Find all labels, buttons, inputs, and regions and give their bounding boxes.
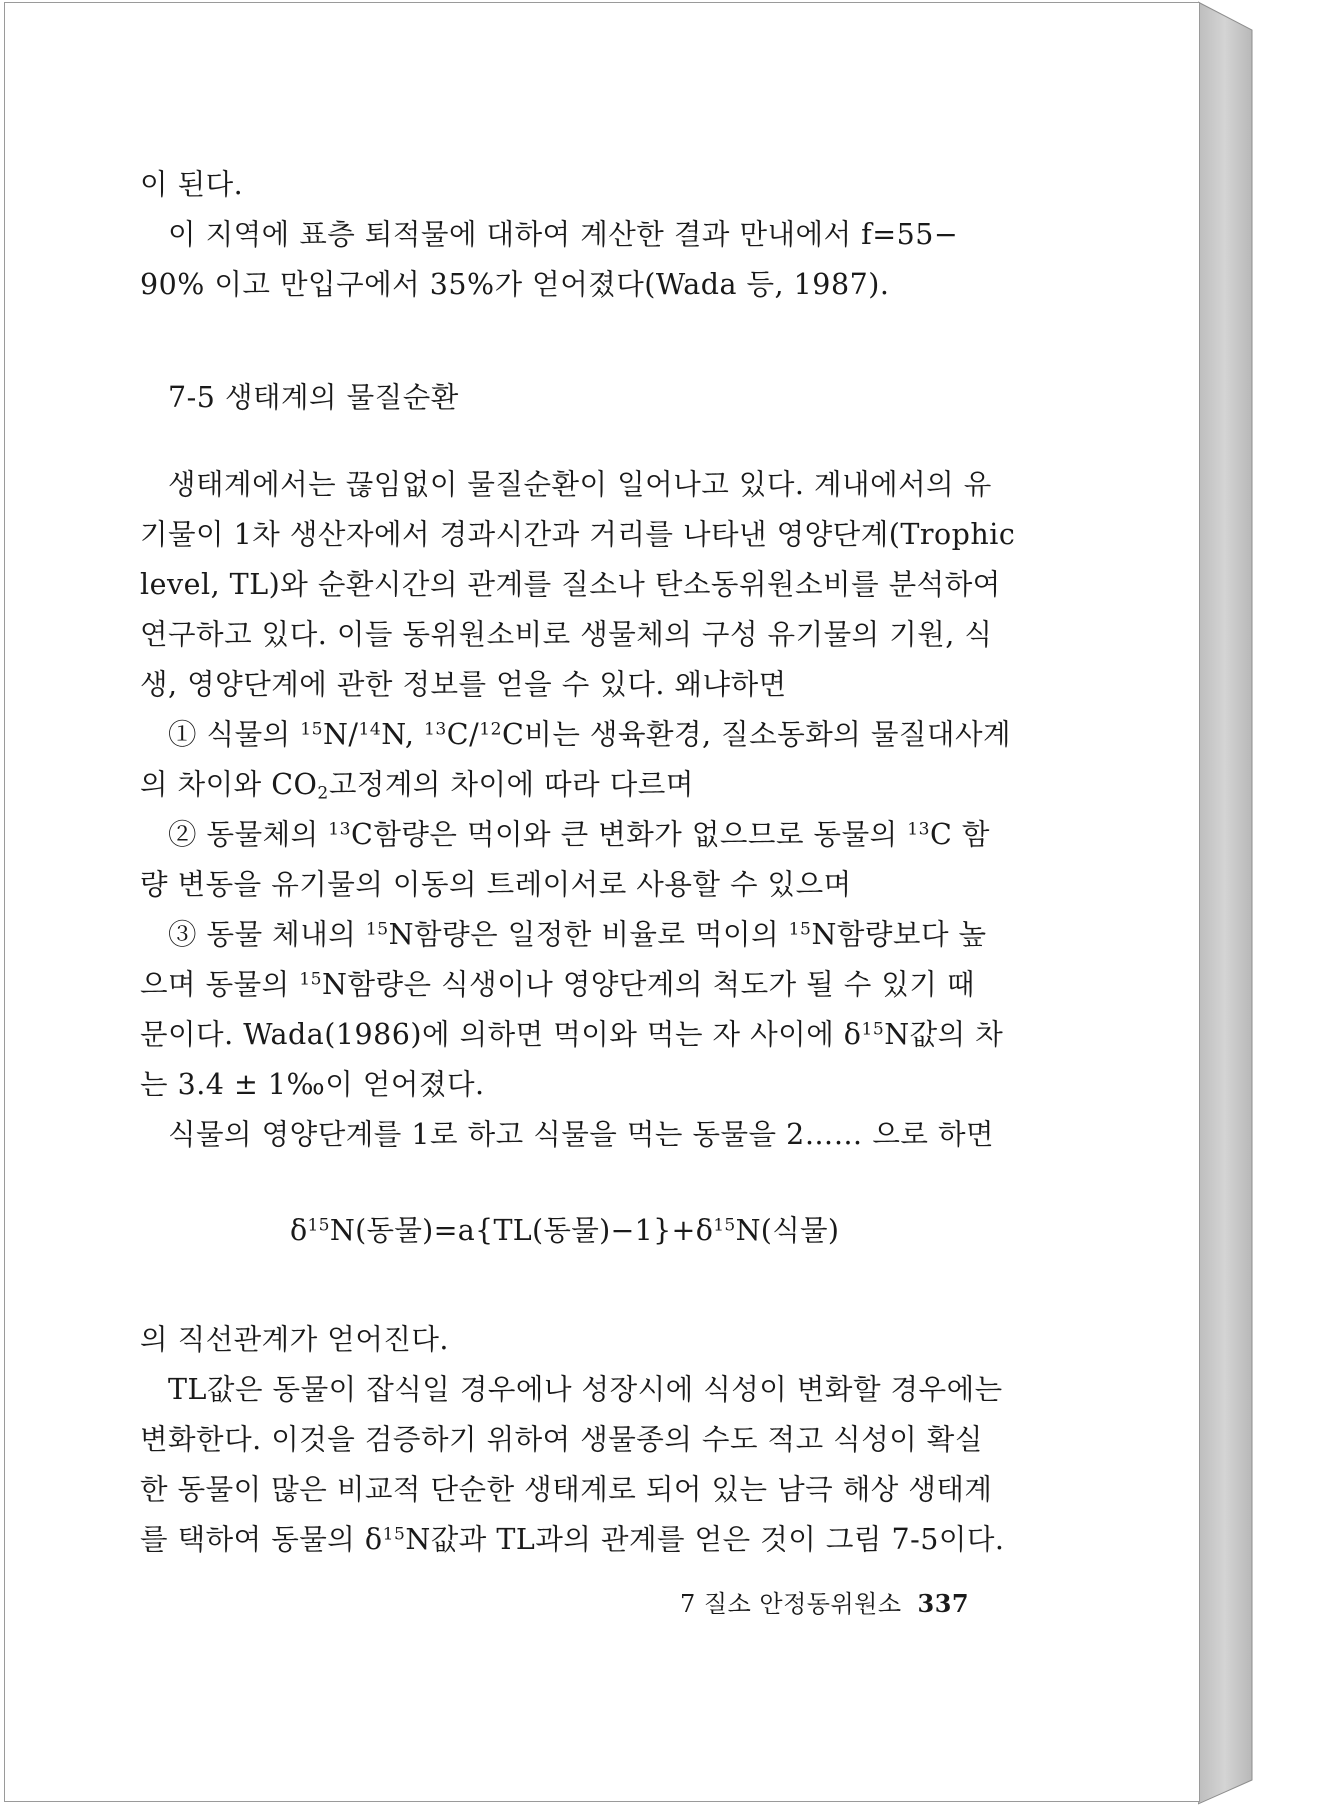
text-run: N/ bbox=[322, 718, 359, 751]
text-run: 으며 동물의 bbox=[140, 968, 300, 1001]
text-run: ② 동물체의 bbox=[168, 818, 329, 851]
superscript: 15 bbox=[382, 1524, 406, 1545]
paragraph-material-cycle bbox=[140, 460, 1016, 1160]
text-run: N값의 차 bbox=[884, 1018, 1004, 1051]
superscript: 15 bbox=[307, 1215, 330, 1236]
text-run: 의 차이와 CO bbox=[140, 768, 318, 801]
superscript: 15 bbox=[713, 1215, 736, 1236]
page-footer bbox=[680, 1584, 969, 1624]
section-heading: 7-5 생태계의 물질순환 bbox=[168, 381, 459, 414]
text-run: N함량은 일정한 비율로 먹이의 bbox=[388, 918, 789, 951]
text-line: 이 지역에 표층 퇴적물에 대하여 계산한 결과 만내에서 f=55− bbox=[168, 218, 959, 251]
text-line: 한 동물이 많은 비교적 단순한 생태계로 되어 있는 남극 해상 생태계 bbox=[140, 1473, 993, 1506]
superscript: 13 bbox=[328, 819, 352, 840]
list-item-3 bbox=[140, 910, 987, 960]
superscript: 15 bbox=[365, 919, 389, 940]
text-run: ③ 동물 체내의 bbox=[168, 918, 366, 951]
text-line: 변화한다. 이것을 검증하기 위하여 생물종의 수도 적고 식성이 확실 bbox=[140, 1423, 983, 1456]
superscript: 15 bbox=[299, 969, 323, 990]
text-line: 생, 영양단계에 관한 정보를 얻을 수 있다. 왜냐하면 bbox=[140, 668, 787, 701]
text-run: N함량보다 높 bbox=[811, 918, 987, 951]
text-run: N(식물) bbox=[735, 1214, 840, 1247]
text-line: 는 3.4 ± 1‰이 얻어졌다. bbox=[140, 1068, 485, 1101]
text-run: N함량은 식생이나 영양단계의 척도가 될 수 있기 때 bbox=[322, 968, 976, 1001]
text-line bbox=[140, 760, 970, 810]
text-run: 문이다. Wada(1986)에 의하면 먹이와 먹는 자 사이에 δ bbox=[140, 1018, 862, 1051]
text-run: C비는 생육환경, 질소동화의 물질대사계 bbox=[501, 718, 1012, 751]
list-item-2 bbox=[140, 810, 990, 860]
text-line bbox=[140, 960, 976, 1010]
superscript: 13 bbox=[424, 719, 447, 740]
text-line: 연구하고 있다. 이들 동위원소비로 생물체의 구성 유기물의 기원, 식 bbox=[140, 618, 993, 651]
text-line: 의 직선관계가 얻어진다. bbox=[140, 1323, 449, 1356]
text-line: 이 된다. bbox=[140, 168, 244, 201]
superscript: 15 bbox=[300, 719, 323, 740]
text-run: C 함 bbox=[929, 818, 990, 851]
page-edge-shadow bbox=[1198, 0, 1330, 1806]
text-line bbox=[140, 1010, 1004, 1060]
equation bbox=[290, 1206, 839, 1256]
text-run: 고정계의 차이에 따라 다르며 bbox=[328, 768, 694, 801]
text-run: δ bbox=[290, 1214, 308, 1247]
running-chapter-title: 7 질소 안정동위원소 bbox=[680, 1590, 902, 1618]
text-run: ① 식물의 bbox=[168, 718, 301, 751]
superscript: 15 bbox=[788, 919, 812, 940]
text-run: N값과 TL과의 관계를 얻은 것이 그림 7-5이다. bbox=[405, 1523, 1005, 1556]
list-item-1 bbox=[140, 710, 1012, 760]
superscript: 12 bbox=[479, 719, 502, 740]
paragraph-tl-relation bbox=[140, 1315, 1005, 1565]
text-run: N(동물)=a{TL(동물)−1}+δ bbox=[329, 1214, 714, 1247]
subscript: 2 bbox=[317, 783, 329, 804]
intro-text bbox=[140, 160, 970, 310]
text-line: 90% 이고 만입구에서 35%가 얻어졌다(Wada 등, 1987). bbox=[140, 268, 890, 301]
superscript: 15 bbox=[861, 1019, 885, 1040]
text-line: 생태계에서는 끊임없이 물질순환이 일어나고 있다. 계내에서의 유 bbox=[168, 468, 992, 501]
text-line: level, TL)와 순환시간의 관계를 질소나 탄소동위원소비를 분석하여 bbox=[140, 568, 1001, 601]
text-run: C/ bbox=[446, 718, 480, 751]
text-line: 량 변동을 유기물의 이동의 트레이서로 사용할 수 있으며 bbox=[140, 868, 852, 901]
superscript: 14 bbox=[358, 719, 382, 740]
text-line bbox=[140, 1515, 1005, 1565]
text-run: C함량은 먹이와 큰 변화가 없으므로 동물의 bbox=[351, 818, 908, 851]
text-line: TL값은 동물이 잡식일 경우에나 성장시에 식성이 변화할 경우에는 bbox=[168, 1373, 1003, 1406]
text-run: N, bbox=[381, 718, 425, 751]
text-line: 기물이 1차 생산자에서 경과시간과 거리를 나타낸 영양단계(Trophic bbox=[140, 518, 1016, 551]
superscript: 13 bbox=[907, 819, 930, 840]
page-number: 337 bbox=[917, 1589, 970, 1618]
text-run: 를 택하여 동물의 δ bbox=[140, 1523, 383, 1556]
text-line: 식물의 영양단계를 1로 하고 식물을 먹는 동물을 2…… 으로 하면 bbox=[168, 1118, 995, 1151]
